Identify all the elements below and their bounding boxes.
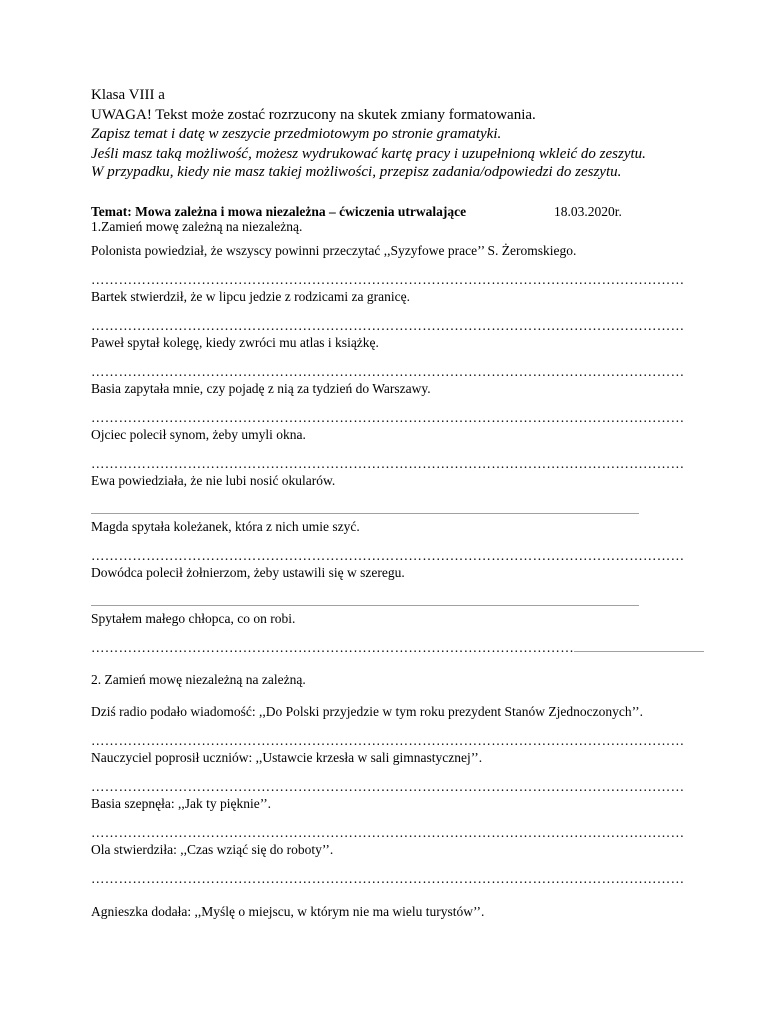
warning-text: UWAGA! Tekst może zostać rozrzucony na skutek zmiany formatowania. (91, 107, 536, 123)
answer-line[interactable]: ………………………………………………………………………………………………………………… (91, 871, 685, 886)
exercise-sentence: Basia szepnęła: ,,Jak ty pięknie’’. (91, 796, 272, 811)
exercise-sentence: Bartek stwierdził, że w lipcu jedzie z rodzicami za granicę. (91, 289, 410, 304)
exercise-sentence: Dziś radio podało wiadomość: ,,Do Polski przyjedzie w tym roku prezydent Stanów Zjednoczonych’’. (91, 704, 643, 719)
answer-line[interactable]: ………………………………………………………………………………………………………………… (91, 733, 685, 748)
exercise-sentence: Nauczyciel poprosił uczniów: ,,Ustawcie krzesła w sali gimnastycznej’’. (91, 750, 483, 765)
class-label: Klasa VIII a (91, 87, 165, 103)
answer-line[interactable]: ………………………………………………………………………………………………………………… (91, 779, 685, 794)
answer-line[interactable]: ………………………………………………………………………………………………………………… (91, 825, 685, 840)
answer-line[interactable]: ……………………………………………………………………………………………................................................................. (91, 640, 704, 655)
exercise-sentence: Ewa powiedziała, że nie lubi nosić okularów. (91, 473, 336, 488)
exercise-sentence: Ojciec polecił synom, żeby umyli okna. (91, 427, 306, 442)
exercise-sentence: Paweł spytał kolegę, kiedy zwróci mu atlas i książkę. (91, 335, 379, 350)
answer-line[interactable]: .................................................................................................................................................................................................................................................................................. (91, 599, 639, 608)
exercise-sentence: Polonista powiedział, że wszyscy powinni przeczytać ,,Syzyfowe prace’’ S. Żeromskiego. (91, 243, 577, 258)
answer-line[interactable]: ………………………………………………………………………………………………………………… (91, 410, 685, 425)
exercise-sentence: Magda spytała koleżanek, która z nich umie szyć. (91, 519, 360, 534)
exercise-sentence: Agnieszka dodała: ,,Myślę o miejscu, w którym nie ma wielu turystów’’. (91, 904, 485, 919)
answer-line[interactable]: ………………………………………………………………………………………………………………… (91, 272, 685, 287)
lesson-date: 18.03.2020r. (554, 204, 622, 219)
exercise-sentence: Dowódca polecił żołnierzom, żeby ustawili się w szeregu. (91, 565, 405, 580)
answer-line[interactable]: ………………………………………………………………………………………………………………… (91, 456, 685, 471)
exercise-2-heading: 2. Zamień mowę niezależną na zależną. (91, 672, 306, 687)
exercise-sentence: Spytałem małego chłopca, co on robi. (91, 611, 296, 626)
answer-line[interactable]: ………………………………………………………………………………………………………………… (91, 548, 685, 563)
answer-line[interactable]: .................................................................................................................................................................................................................................................................................. (91, 507, 639, 516)
answer-line[interactable]: ………………………………………………………………………………………………………………… (91, 318, 685, 333)
exercise-1-heading: 1.Zamień mowę zależną na niezależną. (91, 219, 303, 234)
instruction-line: Jeśli masz taką możliwość, możesz wydrukować kartę pracy i uzupełnioną wkleić do zeszytu. (91, 146, 646, 162)
exercise-sentence: Basia zapytała mnie, czy pojadę z nią za tydzień do Warszawy. (91, 381, 431, 396)
instruction-line: Zapisz temat i datę w zeszycie przedmiotowym po stronie gramatyki. (91, 126, 502, 142)
instruction-line: W przypadku, kiedy nie masz takiej możliwości, przepisz zadania/odpowiedzi do zeszytu. (91, 164, 622, 180)
answer-line[interactable]: ………………………………………………………………………………………………………………… (91, 364, 685, 379)
exercise-sentence: Ola stwierdziła: ,,Czas wziąć się do roboty’’. (91, 842, 334, 857)
lesson-topic: Temat: Mowa zależna i mowa niezależna – ćwiczenia utrwalające (91, 204, 467, 219)
